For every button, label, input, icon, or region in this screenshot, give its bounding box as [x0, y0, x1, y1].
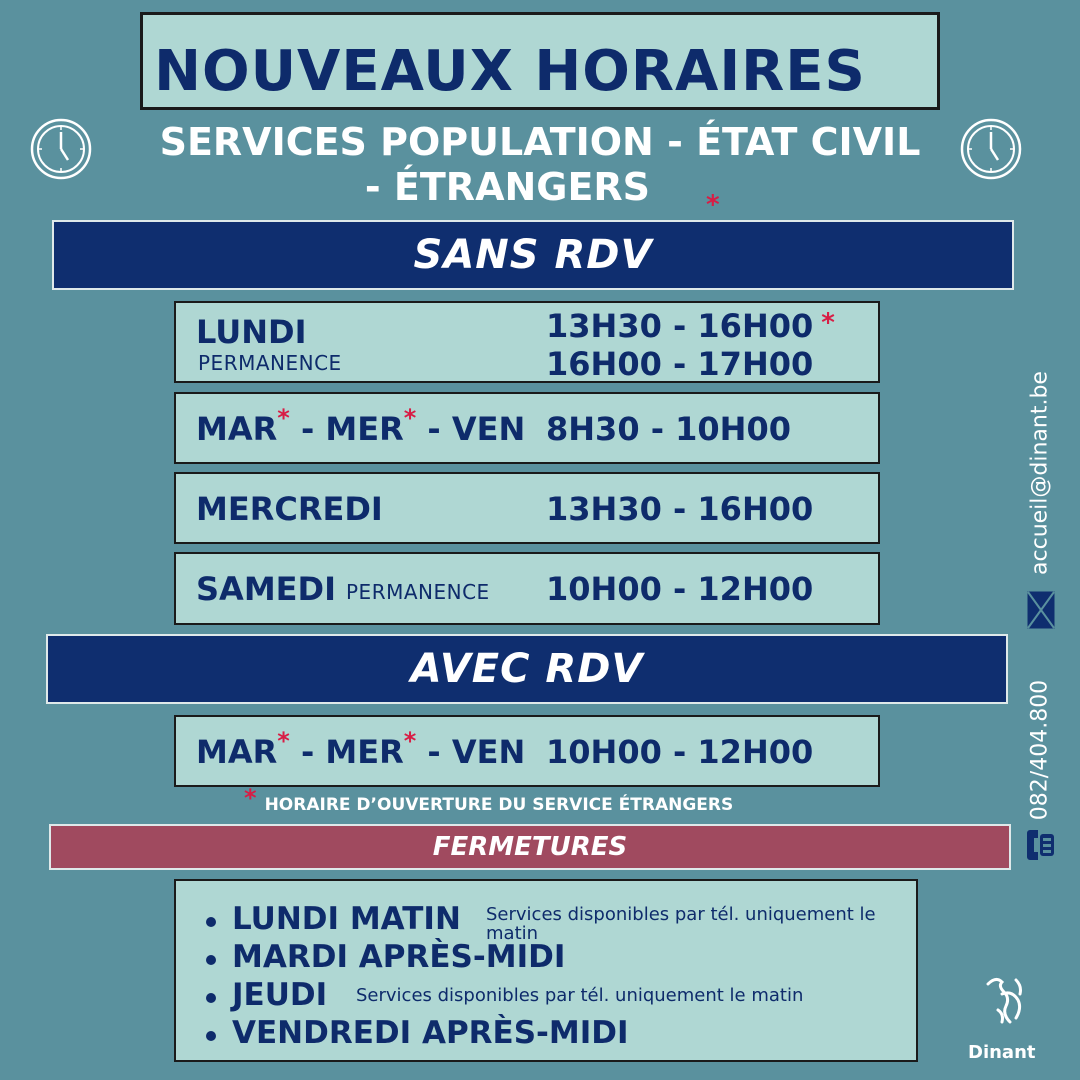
closure-note: Services disponibles par tél. uniquement le matin [356, 985, 804, 1006]
time-range: 10H00 - 12H00 [546, 733, 814, 771]
schedule-row-lundi [174, 301, 880, 383]
fermetures-band: FERMETURES [49, 824, 1011, 870]
email-text[interactable]: accueil@dinant.be [1027, 370, 1053, 575]
permanence-label: PERMANENCE [198, 351, 342, 375]
email-contact[interactable] [1010, 365, 1070, 580]
list-item: MARDI APRÈS-MIDI [206, 939, 565, 975]
closures-box [174, 879, 918, 1062]
list-item: LUNDI MATIN [206, 901, 461, 937]
day-label: MERCREDI [196, 490, 383, 528]
time-range: 10H00 - 12H00 [546, 570, 814, 608]
schedule-row-mar-mer-ven [174, 392, 880, 464]
footnote: * HORAIRE D’OUVERTURE DU SERVICE ÉTRANGERS [244, 784, 734, 815]
schedule-row-mercredi [174, 472, 880, 544]
schedule-row-samedi [174, 552, 880, 625]
day-label: MAR* - MER* - VEN [196, 727, 526, 771]
phone-icon [1026, 828, 1056, 862]
day-label: MAR* - MER* - VEN [196, 404, 526, 448]
subtitle-line-1: SERVICES POPULATION - ÉTAT CIVIL [159, 120, 921, 164]
time-range-permanence: 16H00 - 17H00 [546, 345, 814, 383]
day-label: SAMEDI [196, 570, 336, 608]
phone-text[interactable]: 082/404.800 [1027, 679, 1053, 821]
subtitle-asterisk: * [706, 190, 720, 220]
envelope-icon [1026, 590, 1056, 630]
logo-label: Dinant [968, 1042, 1036, 1063]
dinant-logo-icon [980, 970, 1040, 1036]
time-range: 13H30 - 16H00 * [546, 307, 835, 345]
title-box [140, 12, 940, 110]
time-range: 8H30 - 10H00 [546, 410, 791, 448]
list-item: VENDREDI APRÈS-MIDI [206, 1015, 629, 1051]
avec-rdv-band: AVEC RDV [46, 634, 1008, 704]
phone-contact[interactable] [1010, 680, 1070, 820]
list-item: JEUDI [206, 977, 327, 1013]
time-range: 13H30 - 16H00 [546, 490, 814, 528]
sans-rdv-band: SANS RDV [52, 220, 1014, 290]
clock-icon [30, 118, 92, 180]
page-title: NOUVEAUX HORAIRES [154, 39, 866, 104]
closure-note: Services disponibles par tél. uniquement le matin [486, 904, 876, 944]
subtitle-line-2: - ÉTRANGERS [364, 165, 651, 209]
day-label: LUNDI [196, 313, 307, 351]
permanence-label: PERMANENCE [346, 580, 490, 604]
schedule-row-avec-rdv [174, 715, 880, 787]
